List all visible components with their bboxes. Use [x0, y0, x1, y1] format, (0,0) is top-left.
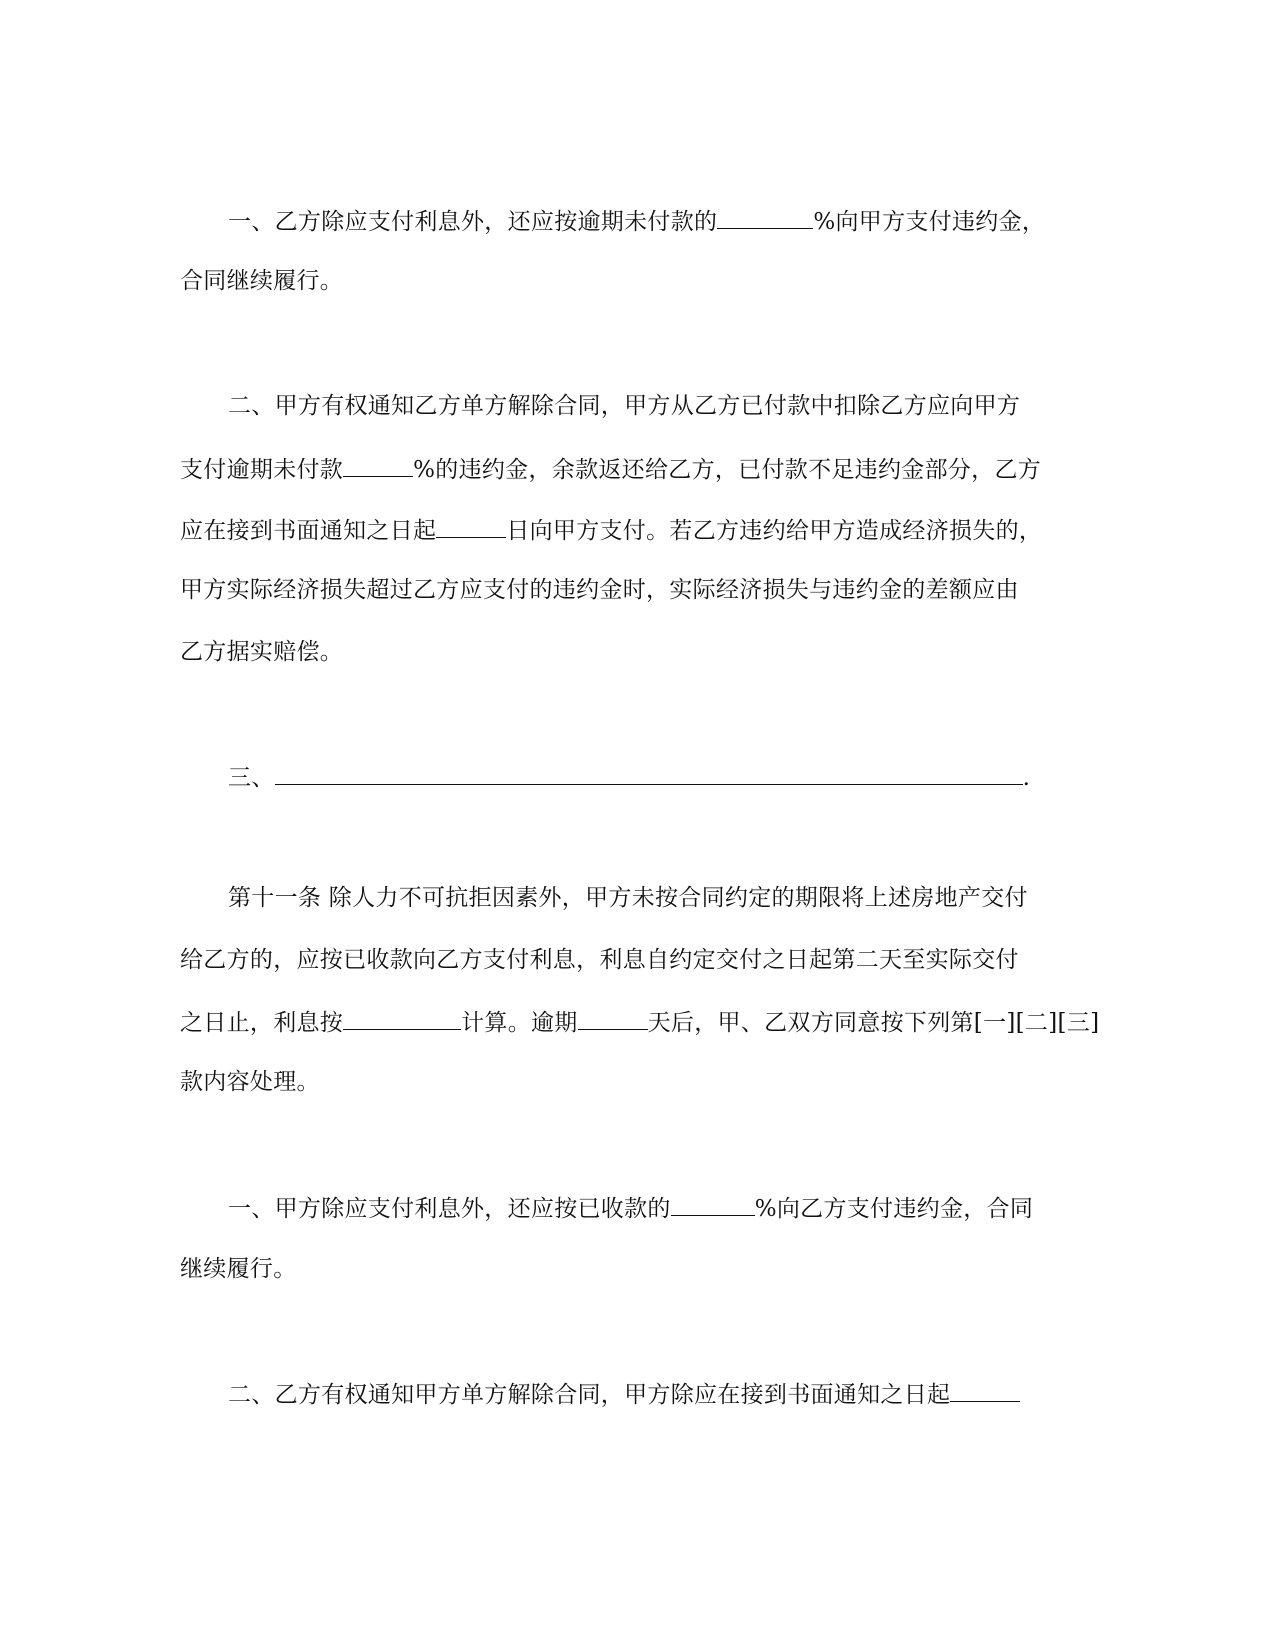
p3-line1-text-a: 三、 — [228, 765, 275, 791]
p1-line2 — [180, 265, 1275, 297]
p2-line5-text: 乙方据实赔偿。 — [180, 639, 344, 665]
p5-line2-text: 继续履行。 — [180, 1256, 297, 1282]
p2-line4-text: 甲方实际经济损失超过乙方应支付的违约金时，实际经济损失与违约金的差额应由 — [180, 577, 1019, 603]
p4-line1-text: 第十一条 除人力不可抗拒因素外，甲方未按合同约定的期限将上述房地产交付 — [228, 885, 1028, 911]
p2-line1-text: 二、甲方有权通知乙方单方解除合同，甲方从乙方已付款中扣除乙方应向甲方 — [228, 393, 1021, 419]
blank-field[interactable] — [717, 204, 813, 229]
blank-field[interactable] — [950, 1377, 1020, 1402]
p5-line2 — [180, 1253, 1275, 1285]
p2-line4 — [180, 574, 1275, 606]
p4-line4-text: 款内容处理。 — [180, 1069, 320, 1095]
p5-line1-text-b: %向乙方支付违约金，合同 — [754, 1196, 1034, 1222]
blank-field[interactable] — [436, 513, 506, 538]
p4-line2-text: 给乙方的，应按已收款向乙方支付利息，利息自约定交付之日起第二天至实际交付 — [180, 947, 1019, 973]
p4-line3-text-a: 之日止，利息按 — [180, 1010, 344, 1036]
blank-field[interactable] — [578, 1005, 648, 1030]
p6-line1-text-a: 二、乙方有权通知甲方单方解除合同，甲方除应在接到书面通知之日起 — [228, 1382, 951, 1408]
p1-line1 — [228, 204, 1275, 238]
p6-line1 — [228, 1377, 1275, 1411]
p1-line1-text-a: 一、乙方除应支付利息外，还应按逾期未付款的 — [228, 209, 718, 235]
blank-field[interactable] — [275, 760, 1023, 785]
p1-line2-text: 合同继续履行。 — [180, 268, 344, 294]
p4-line3-text-b: 计算。逾期 — [461, 1010, 578, 1036]
p2-line3-text-a: 应在接到书面通知之日起 — [180, 518, 437, 544]
blank-field[interactable] — [343, 452, 413, 477]
p2-line3 — [180, 513, 1275, 547]
p5-line1-text-a: 一、甲方除应支付利息外，还应按已收款的 — [228, 1196, 671, 1222]
blank-field[interactable] — [343, 1005, 461, 1030]
p2-line3-text-b: 日向甲方支付。若乙方违约给甲方造成经济损失的， — [506, 518, 1043, 544]
p2-line2 — [180, 452, 1275, 486]
p4-line3-text-c: 天后，甲、乙双方同意按下列第[一][二][三] — [647, 1010, 1100, 1036]
p4-line2 — [180, 944, 1275, 976]
p4-line3 — [180, 1005, 1275, 1039]
p2-line2-text-b: %的违约金，余款返还给乙方，已付款不足违约金部分，乙方 — [413, 457, 1042, 483]
p3-line1 — [228, 760, 1275, 794]
p2-line5 — [180, 636, 1275, 668]
p2-line1 — [228, 390, 1275, 422]
p2-line2-text-a: 支付逾期未付款 — [180, 457, 344, 483]
blank-field[interactable] — [671, 1191, 755, 1216]
p1-line1-text-b: %向甲方支付违约金， — [813, 209, 1046, 235]
p5-line1 — [228, 1191, 1275, 1225]
p4-line4 — [180, 1066, 1275, 1098]
p4-line1 — [228, 882, 1275, 914]
p3-line1-text-b: . — [1022, 765, 1031, 791]
